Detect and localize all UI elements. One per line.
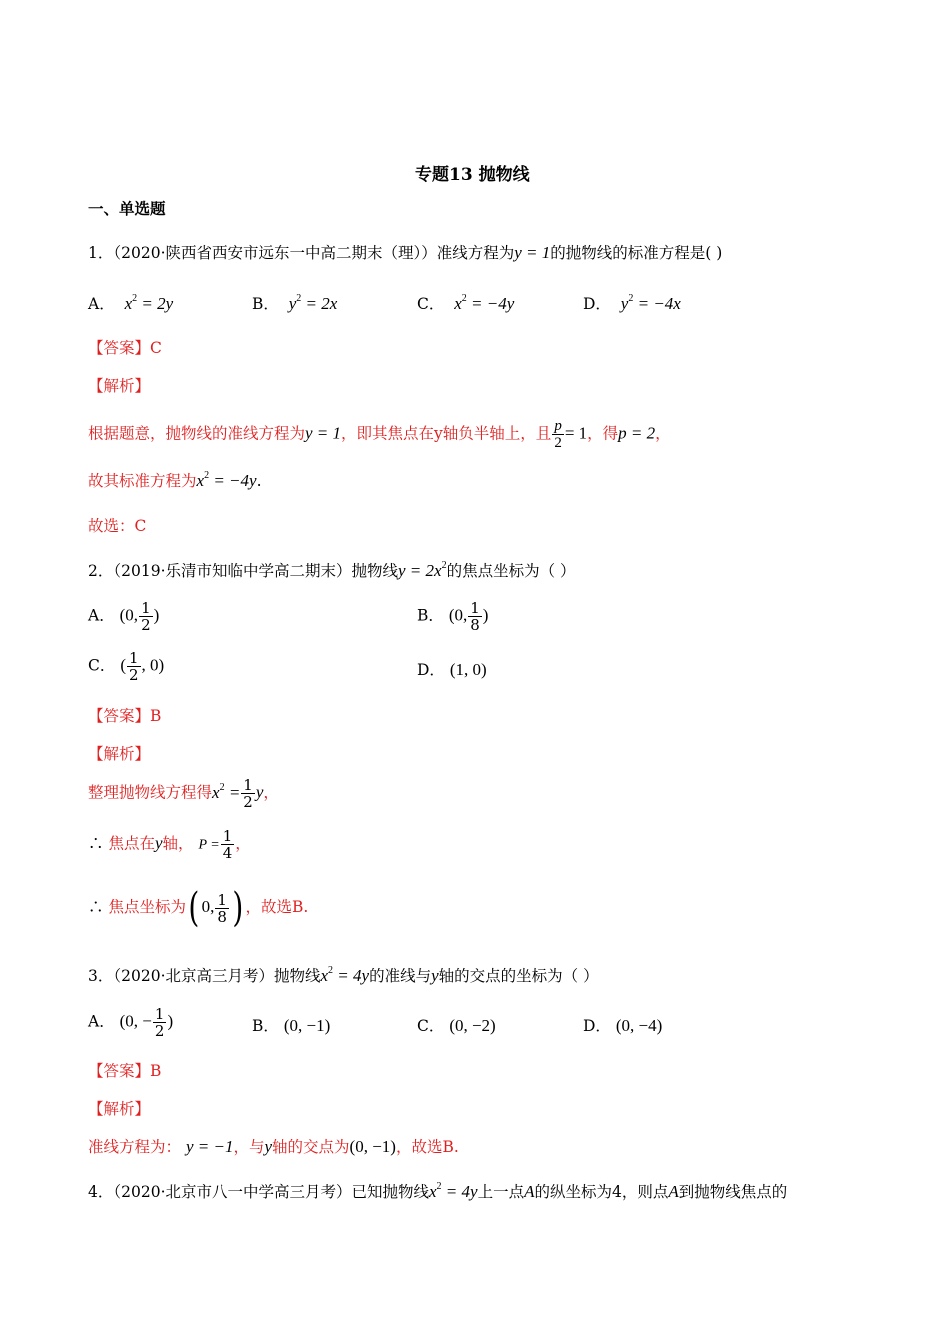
solution-line: 根据题意，抛物线的准线方程为y = 1，即其焦点在y轴负半轴上，且 $\frac{p}{2}$ = 1，得p = 2， bbox=[88, 418, 671, 451]
option-d: D． $y^2 = -4x$ bbox=[583, 293, 681, 313]
page-title: 专题13 抛物线 bbox=[415, 165, 530, 185]
option-a: A． (0, $\frac{1}{2}$ ) bbox=[88, 599, 160, 634]
solution-line: 整理抛物线方程得$x^2$ = $\frac{1}{2}$ y， bbox=[88, 776, 279, 811]
question-number: 1． bbox=[88, 244, 114, 262]
question-1-stem: 1．（2020·陕西省西安市远东一中高二期末（理））准线方程为y = 1的抛物线的标准方程是( ) bbox=[88, 243, 723, 262]
section-heading: 一、单选题 bbox=[88, 199, 166, 218]
analysis-label: 【解析】 bbox=[88, 745, 151, 763]
option-b: B． $y^2 = 2x$ bbox=[252, 293, 338, 313]
analysis-label: 【解析】 bbox=[88, 1100, 151, 1118]
solution-line: 故其标准方程为$x^2 = -4y$. bbox=[88, 470, 262, 490]
answer-label: 【答案】B bbox=[88, 707, 162, 725]
option-a: A． $x^2 = 2y$ bbox=[88, 293, 174, 313]
final-choice: 故选：C bbox=[88, 517, 147, 535]
solution-line: 准线方程为： y = −1，与y轴的交点为(0, −1)，故选B. bbox=[88, 1137, 459, 1156]
option-a: A． (0, − $\frac{1}{2}$ ) bbox=[88, 1005, 174, 1040]
question-2-stem: 2．（2019·乐清市知临中学高二期末）抛物线$y = 2x^2$的焦点坐标为（ ） bbox=[88, 560, 576, 580]
question-number: 3． bbox=[88, 967, 114, 985]
answer-label: 【答案】C bbox=[88, 339, 162, 357]
solution-line: ∴ 焦点在y轴， P = $\frac{1}{4}$ ， bbox=[88, 827, 251, 862]
option-c: C． $x^2 = -4y$ bbox=[417, 293, 515, 313]
option-b: B． (0, $\frac{1}{8}$ ) bbox=[417, 599, 489, 634]
question-number: 4． bbox=[88, 1183, 114, 1201]
option-b: B． (0, −1) bbox=[252, 1016, 331, 1035]
question-number: 2． bbox=[88, 562, 114, 580]
question-3-stem: 3．（2020·北京高三月考）抛物线$x^2 = 4y$的准线与y轴的交点的坐标为（ ） bbox=[88, 965, 599, 985]
option-c: C． ( $\frac{1}{2}$ , 0) bbox=[88, 649, 165, 684]
solution-line: ∴ 焦点坐标为( 0, $\frac{1}{8}$ ) ，故选B. bbox=[88, 885, 309, 931]
option-d: D． (1, 0) bbox=[417, 660, 487, 679]
option-d: D． (0, −4) bbox=[583, 1016, 663, 1035]
answer-label: 【答案】B bbox=[88, 1062, 162, 1080]
option-c: C． (0, −2) bbox=[417, 1016, 496, 1035]
analysis-label: 【解析】 bbox=[88, 377, 151, 395]
question-4-stem: 4．（2020·北京市八一中学高三月考）已知抛物线$x^2 = 4y$上一点A的纵坐标为4，则点A到抛物线焦点的 bbox=[88, 1181, 788, 1201]
